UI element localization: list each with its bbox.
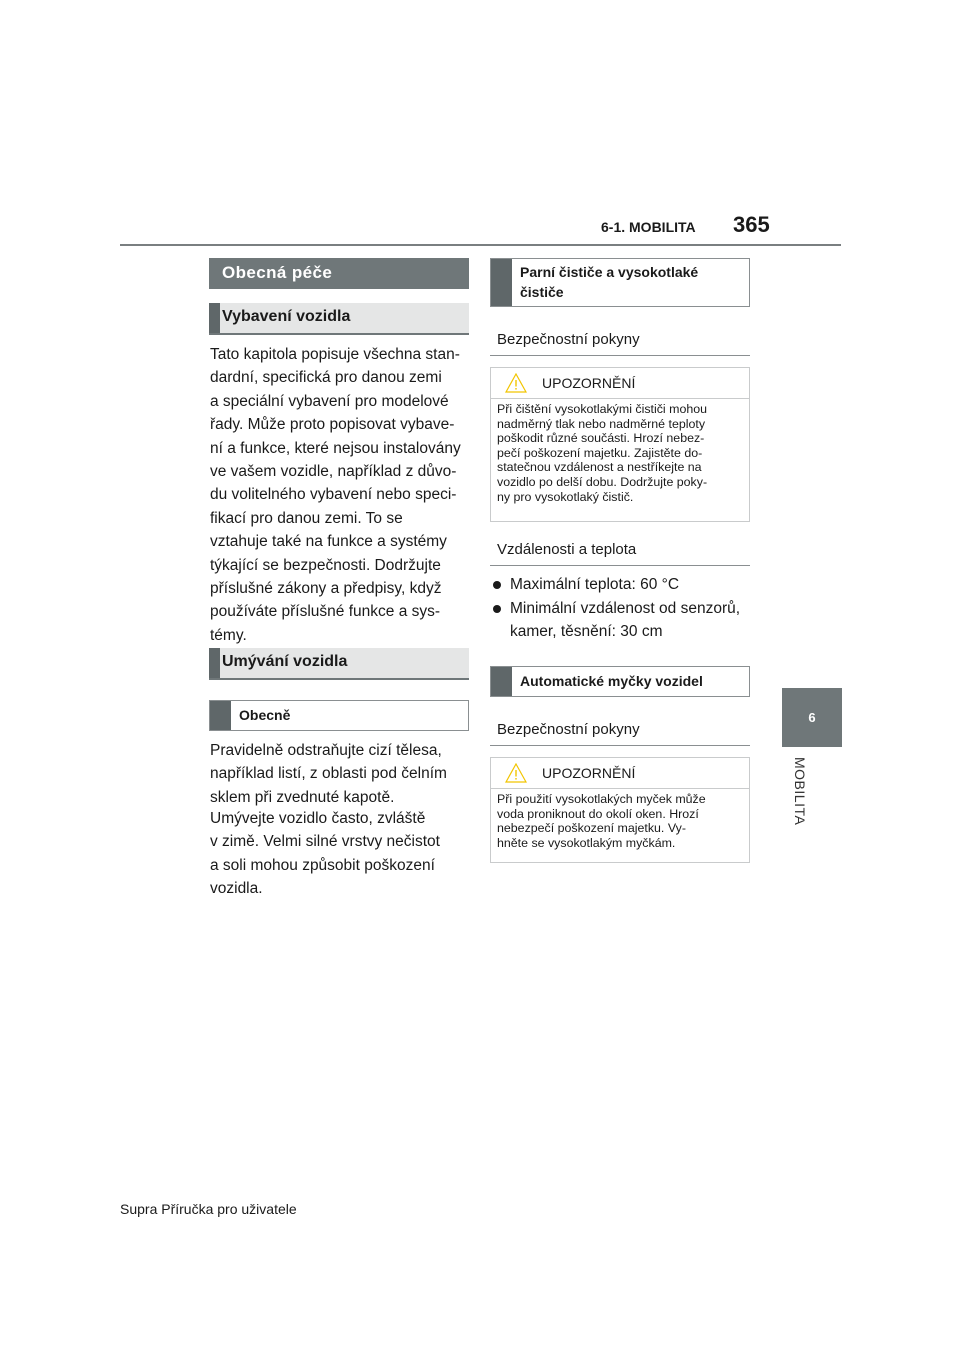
text-line: například listí, z oblasti pod čelním [210, 765, 447, 783]
distance-heading-label: Vzdálenosti a teplota [497, 541, 637, 558]
text-line: témy. [210, 626, 247, 644]
safety-heading-1 [490, 326, 750, 356]
chapter-tab: 6 [782, 688, 842, 747]
warning-line: nebezpečí poškození majetku. Vy- [497, 821, 686, 836]
warning-line: statečnou vzdálenost a nestříkejte na [497, 460, 702, 475]
text-line: řady. Může proto popisovat vybave- [210, 416, 455, 434]
warning-title: UPOZORNĚNÍ [542, 375, 636, 391]
subheading-label: Obecně [239, 707, 291, 723]
heading-automaticke-mycky [490, 666, 750, 697]
bullet-list [490, 573, 752, 644]
section-heading-label: Umývání vozidla [222, 653, 348, 670]
heading-line: Parní čističe a vysokotlaké [520, 264, 699, 280]
safety-heading-label: Bezpečnostní pokyny [497, 331, 640, 348]
section-heading-umyvani [209, 648, 469, 680]
warning-line: Při čištění vysokotlakými čističi mohou [497, 402, 708, 416]
warning-box-1 [490, 367, 750, 522]
list-item [490, 597, 752, 644]
bullet-icon [493, 581, 501, 589]
warning-text [491, 399, 749, 510]
list-item [490, 573, 752, 597]
heading-bar [209, 303, 220, 333]
warning-line: poškodit různé součásti. Hrozí nebez- [497, 431, 705, 446]
text-line: ve vašem vozidle, například z důvo- [210, 463, 457, 481]
warning-line: pečí poškození majetku. Zajistěte do- [497, 445, 703, 460]
heading-line: čističe [520, 284, 564, 300]
list-item-text: Maximální teplota: 60 °C [510, 576, 680, 593]
warning-line: voda proniknout do okolí oken. Hrozí [497, 806, 699, 821]
heading-bar [209, 648, 220, 678]
text-line: dardní, specifická pro danou zemi [210, 369, 442, 387]
header-divider [120, 244, 841, 246]
warning-box-2 [490, 757, 750, 863]
warning-title: UPOZORNĚNÍ [542, 765, 636, 781]
warning-text [491, 789, 749, 856]
heading-parni-cistice-label [520, 262, 698, 302]
footer-text: Supra Příručka pro uživatele [120, 1201, 297, 1217]
distance-heading [490, 536, 750, 566]
warning-icon [505, 763, 527, 783]
heading-bar [491, 259, 512, 306]
section-heading-label: Vybavení vozidla [222, 308, 351, 325]
text-line: a speciální vybavení pro modelové [210, 392, 449, 410]
text-line: používáte příslušné funkce a sys- [210, 603, 441, 621]
warning-icon [505, 373, 527, 393]
text-line: vozidla. [210, 880, 263, 898]
bullet-icon [493, 605, 501, 613]
text-line: vztahuje také na funkce a systémy [210, 533, 447, 551]
safety-heading-2 [490, 716, 750, 746]
text-line: Umývejte vozidlo často, zvláště [210, 810, 426, 827]
heading-bar [491, 667, 512, 696]
page-number: 365 [733, 212, 770, 237]
list-item-text: kamer, těsnění: 30 cm [510, 623, 663, 640]
text-line: du volitelného vybavení nebo speci- [210, 486, 457, 504]
text-line: ní a funkce, které nejsou instalovány [210, 439, 461, 457]
umyvani-paragraph-2 [210, 807, 472, 901]
warning-header [491, 758, 749, 789]
heading-bar [210, 701, 231, 730]
heading-parni-cistice [490, 258, 750, 307]
safety-heading-label: Bezpečnostní pokyny [497, 721, 640, 738]
heading-automaticke-mycky-label: Automatické myčky vozidel [520, 673, 703, 689]
chapter-tab-label: MOBILITA [792, 757, 808, 826]
text-line: týkající se bezpečnosti. Dodržujte [210, 556, 441, 574]
subheading-obecne [209, 700, 469, 731]
main-heading: Obecná péče [209, 258, 469, 289]
warning-line: nadměrný tlak nebo nadměrné teploty [497, 416, 706, 431]
text-line: v zimě. Velmi silné vrstvy nečistot [210, 833, 440, 851]
warning-header [491, 368, 749, 399]
umyvani-paragraph-1 [210, 739, 472, 809]
text-line: a soli mohou způsobit poškození [210, 856, 435, 874]
warning-line: vozidlo po delší dobu. Dodržujte poky- [497, 474, 708, 489]
warning-line: Při použití vysokotlakých myček může [497, 792, 706, 806]
warning-line: ny pro vysokotlaký čistič. [497, 489, 634, 504]
section-title: 6-1. MOBILITA [601, 219, 696, 235]
list-item-text: Minimální vzdálenost od senzorů, [510, 599, 741, 617]
vybaveni-paragraph [210, 343, 472, 647]
section-heading-vybaveni [209, 303, 469, 335]
warning-line: hněte se vysokotlakým myčkám. [497, 835, 676, 850]
text-line: Pravidelně odstraňujte cizí tělesa, [210, 742, 442, 759]
text-line: fikací pro danou zemi. To se [210, 509, 403, 527]
text-line: příslušné zákony a předpisy, když [210, 580, 442, 598]
text-line: sklem při zvednuté kapotě. [210, 788, 395, 806]
text-line: Tato kapitola popisuje všechna stan- [210, 346, 460, 363]
